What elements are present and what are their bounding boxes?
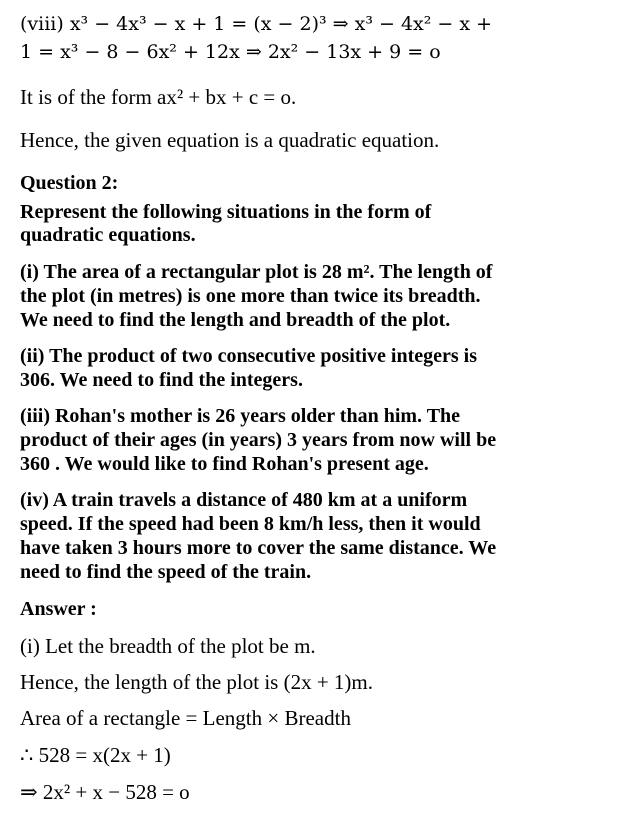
answer-line-4: ∴ 528 = x(2x + 1) [20, 743, 171, 767]
viii-equation-line-1: (viii) x³ − 4x³ − x + 1 = (x − 2)³ ⇒ x³ − 4x² − x + [20, 13, 493, 35]
part-iii-line-1: (iii) Rohan's mother is 26 years older than him. The [20, 405, 461, 427]
answer-line-2: Hence, the length of the plot is (2x + 1)m. [20, 670, 374, 694]
answer-line-1: (i) Let the breadth of the plot be m. [20, 634, 316, 658]
viii-equation-line-2: 1 = x³ − 8 − 6x² + 12x ⇒ 2x² − 13x + 9 = o [20, 41, 441, 63]
part-iii-line-3: 360 . We would like to find Rohan's present age. [20, 453, 429, 475]
part-iv-line-2: speed. If the speed had been 8 km/h less, then it would [20, 513, 481, 535]
answer-line-5: ⇒ 2x² + x − 528 = o [20, 780, 190, 804]
part-iii-line-2: product of their ages (in years) 3 years from now will be [20, 429, 497, 451]
part-i-line-3: We need to find the length and breadth of the plot. [20, 309, 451, 331]
question-intro-line-2: quadratic equations. [20, 224, 196, 246]
viii-conclusion: Hence, the given equation is a quadratic equation. [20, 128, 440, 152]
answer-line-3: Area of a rectangle = Length × Breadth [20, 706, 351, 730]
part-iv-line-3: have taken 3 hours more to cover the same distance. We [20, 537, 497, 559]
part-iv-line-1: (iv) A train travels a distance of 480 km at a uniform [20, 489, 468, 511]
question-heading: Question 2: [20, 172, 119, 194]
viii-form-statement: It is of the form ax² + bx + c = o. [20, 85, 297, 109]
part-ii-line-1: (ii) The product of two consecutive positive integers is [20, 345, 478, 367]
part-ii-line-2: 306. We need to find the integers. [20, 369, 303, 391]
question-intro-line-1: Represent the following situations in the form of [20, 201, 432, 223]
answer-heading: Answer : [20, 598, 97, 620]
part-i-line-1: (i) The area of a rectangular plot is 28 m². The length of [20, 261, 493, 283]
part-iv-line-4: need to find the speed of the train. [20, 561, 312, 583]
part-i-line-2: the plot (in metres) is one more than twice its breadth. [20, 285, 481, 307]
